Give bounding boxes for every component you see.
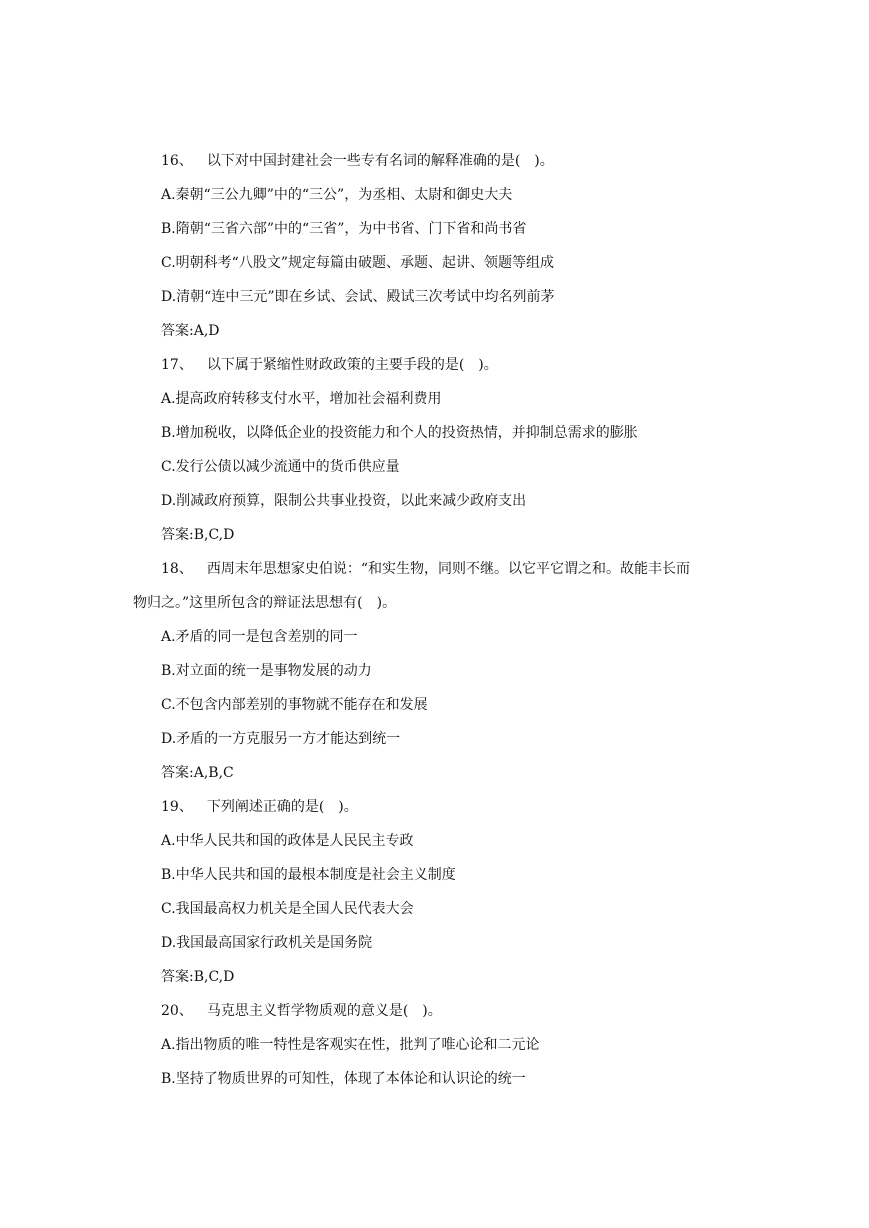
option-a: A.矛盾的同一是包含差别的同一	[161, 629, 358, 645]
question-number: 19、	[161, 799, 193, 815]
question-16-stem	[161, 144, 721, 178]
question-17-stem	[161, 348, 721, 382]
question-text: 西周末年思想家史伯说：“和实生物，同则不继。以它平它谓之和。故能丰长而	[206, 561, 690, 577]
option-b: B.中华人民共和国的最根本制度是社会主义制度	[161, 867, 456, 883]
option-b: B.对立面的统一是事物发展的动力	[161, 663, 372, 679]
answer: 答案:A,D	[161, 323, 220, 339]
question-18-stem-continued: 物归之。”这里所包含的辩证法思想有( )。	[133, 595, 397, 611]
question-number: 20、	[161, 1003, 193, 1019]
question-19-stem	[161, 790, 721, 824]
option-c: C.我国最高权力机关是全国人民代表大会	[161, 901, 414, 917]
option-a: A.提高政府转移支付水平，增加社会福利费用	[161, 391, 442, 407]
question-number: 18、	[161, 561, 193, 577]
question-text: 以下属于紧缩性财政政策的主要手段的是( )。	[206, 357, 498, 373]
option-b: B.坚持了物质世界的可知性，体现了本体论和认识论的统一	[161, 1071, 526, 1087]
question-number: 17、	[161, 357, 193, 373]
question-number: 16、	[161, 153, 193, 169]
question-text: 以下对中国封建社会一些专有名词的解释准确的是( )。	[206, 153, 554, 169]
option-a: A.指出物质的唯一特性是客观实在性，批判了唯心论和二元论	[161, 1037, 540, 1053]
answer: 答案:A,B,C	[161, 765, 234, 781]
answer: 答案:B,C,D	[161, 969, 235, 985]
question-text: 马克思主义哲学物质观的意义是( )。	[206, 1003, 442, 1019]
option-b: B.增加税收，以降低企业的投资能力和个人的投资热情，并抑制总需求的膨胀	[161, 425, 638, 441]
option-c: C.明朝科考“八股文”规定每篇由破题、承题、起讲、领题等组成	[161, 255, 554, 271]
question-list	[133, 144, 721, 1096]
question-18-stem	[161, 552, 721, 586]
answer: 答案:B,C,D	[161, 527, 235, 543]
option-c: C.不包含内部差别的事物就不能存在和发展	[161, 697, 428, 713]
option-b: B.隋朝“三省六部”中的“三省”，为中书省、门下省和尚书省	[161, 221, 527, 237]
question-text: 下列阐述正确的是( )。	[206, 799, 358, 815]
option-d: D.我国最高国家行政机关是国务院	[161, 935, 373, 951]
question-20-stem	[161, 994, 721, 1028]
option-c: C.发行公债以减少流通中的货币供应量	[161, 459, 400, 475]
option-a: A.中华人民共和国的政体是人民民主专政	[161, 833, 414, 849]
option-d: D.清朝“连中三元”即在乡试、会试、殿试三次考试中均名列前茅	[161, 289, 555, 305]
option-a: A.秦朝“三公九卿”中的“三公”，为丞相、太尉和御史大夫	[161, 187, 513, 203]
option-d: D.削减政府预算，限制公共事业投资，以此来减少政府支出	[161, 493, 527, 509]
option-d: D.矛盾的一方克服另一方才能达到统一	[161, 731, 401, 747]
